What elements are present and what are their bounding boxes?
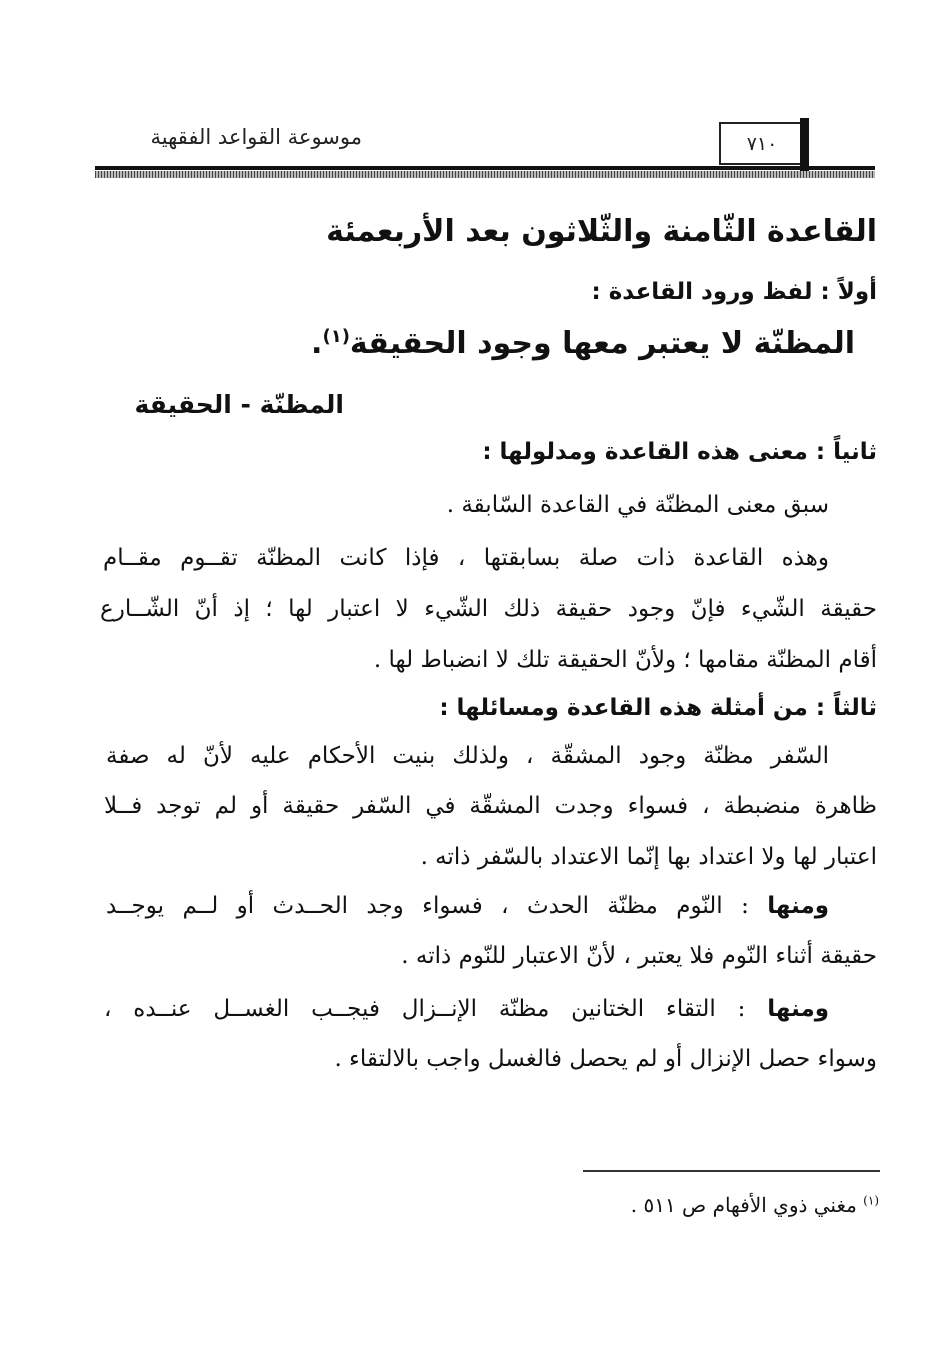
paragraph-text: : التقاء الختانين مظنّة الإنــزال فيجــب الغســل عنــده ، bbox=[104, 996, 768, 1022]
minha-keyword: ومنها bbox=[767, 996, 829, 1022]
running-header-title: موسوعة القواعد الفقهية bbox=[150, 125, 362, 149]
paragraph-line bbox=[104, 996, 829, 1022]
footnote bbox=[631, 1193, 879, 1217]
footnote-rule bbox=[583, 1170, 880, 1172]
rule-statement-text: المظنّة لا يعتبر معها وجود الحقيقة bbox=[349, 326, 855, 361]
paragraph-line bbox=[106, 893, 829, 919]
paragraph-line: ظاهرة منضبطة ، فسواء وجدت المشقّة في السّفر حقيقة أو لم توجد فــلا bbox=[104, 793, 877, 819]
section-heading-1: أولاً : لفظ ورود القاعدة : bbox=[591, 279, 877, 305]
header-rule-shaded bbox=[95, 171, 875, 178]
paragraph-line: وهذه القاعدة ذات صلة بسابقتها ، فإذا كانت المظنّة تقــوم مقــام bbox=[103, 545, 829, 571]
paragraph-line: أقام المظنّة مقامها ؛ ولأنّ الحقيقة تلك لا انضباط لها . bbox=[373, 647, 877, 673]
rule-statement bbox=[311, 326, 855, 361]
section-heading-3: ثالثاً : من أمثلة هذه القاعدة ومسائلها : bbox=[439, 695, 877, 721]
paragraph-line: حقيقة الشّيء فإنّ وجود حقيقة ذلك الشّيء لا اعتبار لها ؛ إذ أنّ الشّــارع bbox=[100, 596, 877, 622]
footnote-ref[interactable]: (١) bbox=[322, 326, 350, 347]
paragraph-text: : النّوم مظنّة الحدث ، فسواء وجد الحــدث أو لــم يوجــد bbox=[106, 893, 768, 919]
paragraph-line: السّفر مظنّة وجود المشقّة ، ولذلك بنيت الأحكام عليه لأنّ له صفة bbox=[106, 743, 829, 769]
footnote-marker: (١) bbox=[863, 1193, 879, 1208]
paragraph-line: حقيقة أثناء النّوم فلا يعتبر ، لأنّ الاعتبار للنّوم ذاته . bbox=[401, 943, 877, 969]
page-number: ٧١٠ bbox=[719, 122, 805, 165]
rule-statement-end: . bbox=[311, 326, 323, 361]
keywords: المظنّة - الحقيقة bbox=[134, 390, 344, 419]
section-heading-2: ثانياً : معنى هذه القاعدة ومدلولها : bbox=[482, 439, 877, 465]
minha-keyword: ومنها bbox=[767, 893, 829, 919]
paragraph-line: وسواء حصل الإنزال أو لم يحصل فالغسل واجب بالالتقاء . bbox=[334, 1046, 877, 1072]
paragraph-line: سبق معنى المظنّة في القاعدة السّابقة . bbox=[446, 492, 829, 518]
paragraph-line: اعتبار لها ولا اعتداد بها إنّما الاعتداد بالسّفر ذاته . bbox=[420, 844, 877, 870]
rule-title: القاعدة الثّامنة والثّلاثون بعد الأربعمئة bbox=[326, 214, 877, 249]
header-rule bbox=[95, 166, 875, 170]
footnote-text: مغني ذوي الأفهام ص ٥١١ . bbox=[630, 1193, 857, 1217]
